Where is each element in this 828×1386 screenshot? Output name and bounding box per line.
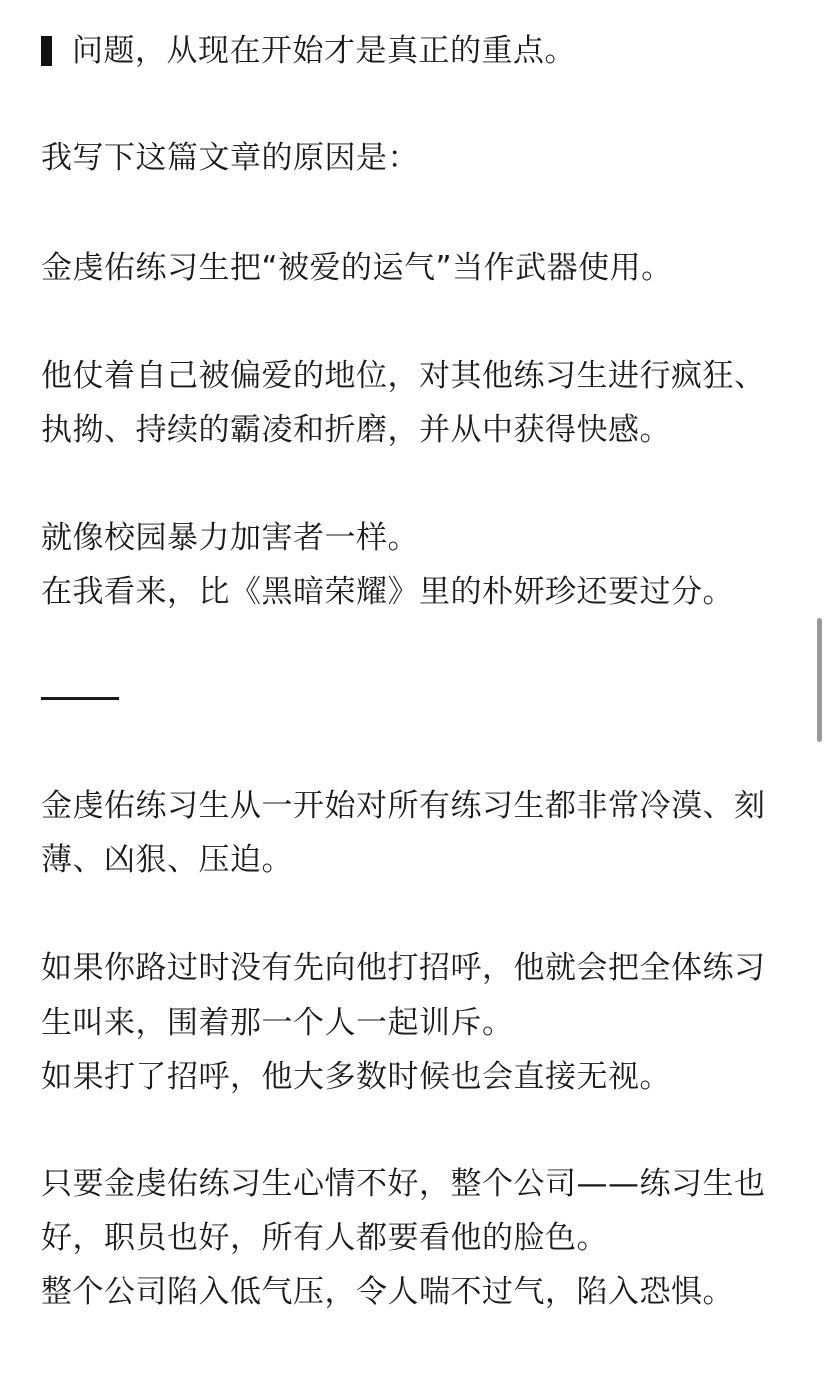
paragraph-line: 生叫来，围着那一个人一起训斥。 [41, 1005, 514, 1041]
paragraph-line: 金虔佑练习生把“被爱的运气”当作武器使用。 [41, 250, 673, 286]
paragraph-line: 整个公司陷入低气压，令人喘不过气，陷入恐惧。 [41, 1274, 734, 1310]
paragraph-line: 如果你路过时没有先向他打招呼，他就会把全体练习 [41, 950, 766, 986]
paragraph-line: 如果打了招呼，他大多数时候也会直接无视。 [41, 1059, 671, 1095]
paragraph-line: 执拗、持续的霸凌和折磨，并从中获得快感。 [41, 412, 671, 448]
section-heading: 问题，从现在开始才是真正的重点。 [72, 33, 576, 69]
paragraph-line: 薄、凶狠、压迫。 [41, 842, 293, 878]
paragraph-line: 他仗着自己被偏爱的地位，对其他练习生进行疯狂、 [41, 358, 766, 394]
paragraph-line: 金虔佑练习生从一开始对所有练习生都非常冷漠、刻 [41, 788, 766, 824]
paragraph-line: 我写下这篇文章的原因是： [41, 140, 419, 176]
heading-marker-bar [41, 36, 52, 66]
vertical-scrollbar[interactable] [818, 0, 826, 1386]
paragraph-line: 只要金虔佑练习生心情不好，整个公司——练习生也 [41, 1166, 766, 1202]
paragraph-line: 好，职员也好，所有人都要看他的脸色。 [41, 1220, 608, 1256]
paragraph-line: 就像校园暴力加害者一样。 [41, 520, 419, 556]
paragraph-line: 在我看来，比《黑暗荣耀》里的朴妍珍还要过分。 [41, 574, 734, 610]
scrollbar-thumb[interactable] [817, 618, 822, 742]
section-divider [41, 697, 119, 700]
